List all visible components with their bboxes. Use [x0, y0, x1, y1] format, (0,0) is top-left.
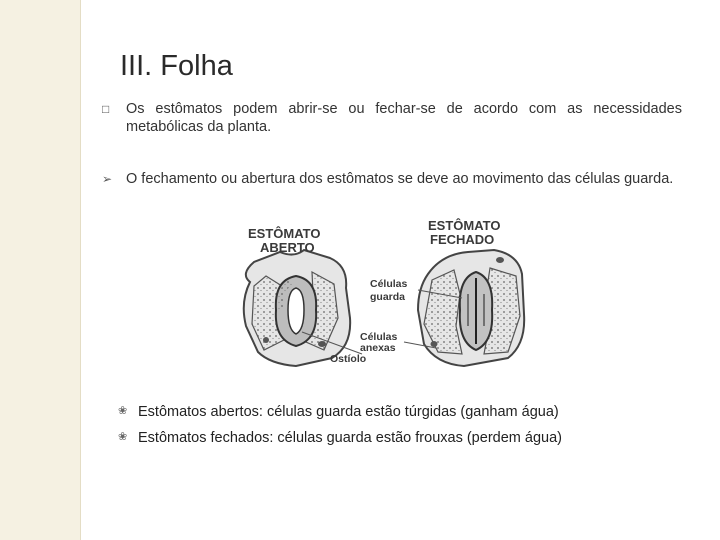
label-open-stoma-line2: ABERTO — [260, 240, 315, 255]
label-annex-cells-line1: Células — [360, 331, 398, 343]
sidebar-divider — [80, 0, 81, 540]
label-open-stoma-line1: ESTÔMATO — [248, 226, 321, 241]
bullet-guard-cell-movement — [102, 170, 682, 188]
flower-bullet-icon: ❀ — [118, 405, 128, 417]
label-annex-cells-line2: anexas — [360, 342, 396, 354]
bullet-text: Os estômatos podem abrir-se ou fechar-se de acordo com as necessidades metabólicas da planta. — [126, 101, 682, 135]
sub-bullet-text: Estômatos fechados: células guarda estão frouxas (perdem água) — [138, 430, 562, 446]
stomata-diagram — [232, 214, 532, 374]
arrow-bullet-icon: ➢ — [102, 172, 113, 186]
label-ostiole: Ostíolo — [330, 353, 367, 365]
bullet-stomata-open-close — [102, 100, 682, 136]
label-closed-stoma-line2: FECHADO — [430, 232, 495, 247]
sub-bullet-closed-stomata — [118, 430, 562, 446]
bullet-text: O fechamento ou abertura dos estômatos se deve ao movimento das células guarda. — [126, 171, 674, 187]
label-guard-cells-line2: guarda — [370, 291, 406, 303]
label-closed-stoma-line1: ESTÔMATO — [428, 218, 501, 233]
left-sidebar-decoration — [0, 0, 80, 540]
sub-bullet-open-stomata — [118, 404, 559, 420]
flower-bullet-icon: ❀ — [118, 431, 128, 443]
open-stoma-illustration — [244, 250, 350, 366]
slide-title: III. Folha — [120, 50, 233, 82]
label-guard-cells-line1: Células — [370, 278, 408, 290]
sub-bullet-text: Estômatos abertos: células guarda estão túrgidas (ganham água) — [138, 404, 559, 420]
closed-stoma-illustration — [418, 250, 524, 366]
square-bullet-icon: □ — [102, 102, 110, 116]
